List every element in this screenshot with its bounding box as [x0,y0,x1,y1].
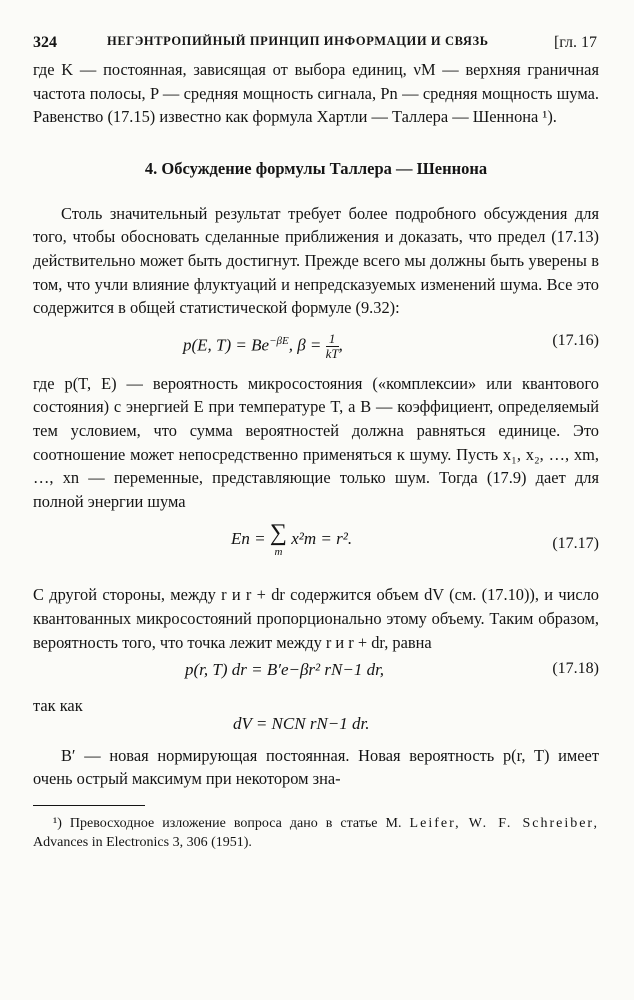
footnote-author: W. F. Schreiber, [468,815,600,831]
equation-17-18 [33,654,599,694]
paragraph-3: где p(T, E) — вероятность микросостояния («комплексии» или квантового состояния) с энергией E при температуре T, а B — коэффициент, определяемый тем условием, что сумма вероятностей должна равняться единице. Это соотношение может непосредственно применяться к шуму. Пусть x₁, x₂, …, xm, …, xn — переменные, представляющие только шум. Тогда (17.9) дает для полной энергии шума [33,373,599,511]
paragraph-5: так как [33,696,83,716]
page-number: 324 [33,34,57,51]
footnote-source: Advances in Electronics 3, 306 (1951). [33,834,252,850]
equation-formula: p(r, T) dr = B′e−βr² rN−1 dr, [185,660,385,680]
paragraph-6: B′ — новая нормирующая постоянная. Новая вероятность p(r, T) имеет очень острый максимум при некотором зна- [33,745,599,789]
footnote [33,814,599,852]
equation-formula: En = ∑ m x²m = r². [231,520,353,559]
footnote-text: Превосходное изложение вопроса дано в статье М. [69,815,402,831]
footnote-rule [33,805,145,806]
section-title: 4. Обсуждение формулы Таллера — Шеннона [144,158,488,178]
equation-number: (17.18) [552,660,599,678]
book-page [33,28,599,852]
footnote-mark: ¹) [53,815,62,831]
equation-dv [33,712,599,744]
running-title: НЕГЭНТРОПИЙНЫЙ ПРИНЦИП ИНФОРМАЦИИ И СВЯЗЬ [107,34,489,48]
footnote-author: Leifer, [409,815,461,831]
equation-formula: p(E, $T) = Be^{-\beta E}$, β = $\frac{1}{kT}$, [183,330,343,361]
paragraph-1: где K — постоянная, зависящая от выбора единиц, νM — верхняя граничная частота полосы, P — средняя мощность сигнала, Pn — средняя мощность шума. Равенство (17.15) известно как формула Хартли — Таллера — Шеннона ¹). [33,60,599,127]
equation-17-16 [33,320,599,372]
equation-17-17 [33,513,599,583]
equation-formula: dV = NCN rN−1 dr. [233,713,370,733]
equation-number: (17.16) [552,331,599,349]
paragraph-2: Столь значительный результат требует более подробного обсуждения для того, чтобы обосновать сделанные приближения и доказать, что предел (17.13) действительно может быть достигнут. Прежде всего мы должны быть уверены в том, что учли влияние флуктуаций и непредсказуемых изменений шума. Все это содержится в общей статистической формуле (9.32): [33,203,599,318]
fraction: $\frac{1}{kT}$ [325,330,339,361]
paragraph-4: С другой стороны, между r и r + dr содержится объем dV (см. (17.10)), и число квантованных микросостояний пропорционально этому объему. Таким образом, вероятность того, что точка лежит между r и r + dr, равна [33,585,599,652]
equation-number: (17.17) [552,535,599,553]
sum-symbol: ∑ m [269,520,287,559]
page-header [33,28,599,58]
chapter-label: [гл. 17 [553,34,597,51]
